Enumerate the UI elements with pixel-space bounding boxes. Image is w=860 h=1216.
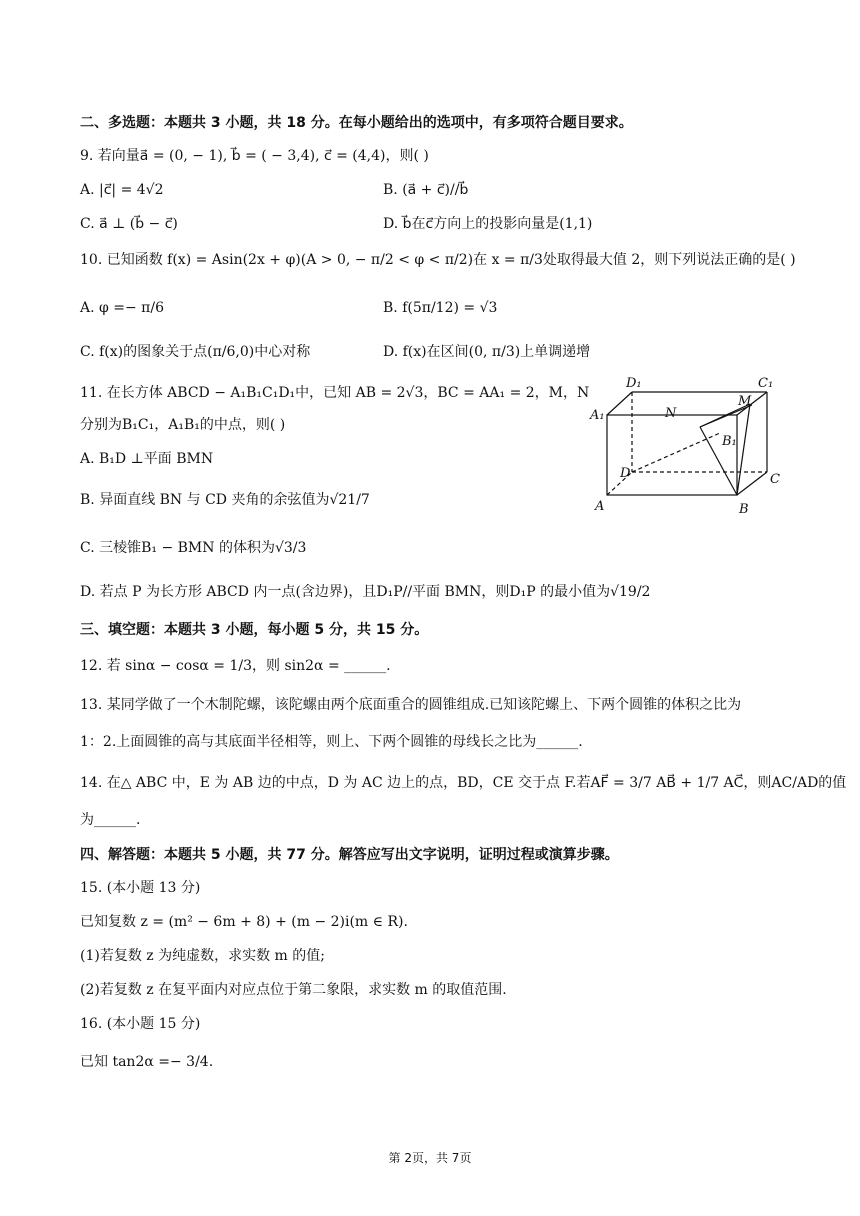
label-b1: B₁ — [722, 434, 737, 449]
q11-option-d: D. 若点 P 为长方形 ABCD 内一点(含边界)，且D₁P//平面 BMN，则D₁P 的最小值为√19/2 — [80, 584, 651, 600]
q15-line1: 已知复数 z = (m² − 6m + 8) + (m − 2)i(m ∈ R). — [80, 914, 408, 930]
q10-option-d: D. f(x)在区间(0, π/3)上单调递增 — [383, 344, 591, 360]
label-a1: A₁ — [590, 408, 605, 423]
q10-option-a: A. φ =− π/6 — [80, 300, 164, 316]
q14-line1: 14. 在△ ABC 中，E 为 AB 边的中点，D 为 AC 边上的点，BD，CE 交于点 F.若AF⃗ = 3/7 AB⃗ + 1/7 AC⃗，则AC/AD的值 — [80, 775, 847, 791]
q14-line2: 为______. — [80, 812, 141, 828]
q10-stem: 10. 已知函数 f(x) = Asin(2x + φ)(A > 0, − π/2 < φ < π/2)在 x = π/3处取得最大值 2，则下列说法正确的是( ) — [80, 252, 796, 268]
q13-line2: 1：2.上面圆锥的高与其底面半径相等，则上、下两个圆锥的母线长之比为______. — [80, 734, 583, 750]
q10-option-c: C. f(x)的图象关于点(π/6,0)中心对称 — [80, 344, 311, 360]
label-m: M — [738, 394, 752, 409]
label-n: N — [665, 406, 677, 421]
section-heading-solutions: 四、解答题：本题共 5 小题，共 77 分。解答应写出文字说明，证明过程或演算步骤。 — [80, 847, 619, 863]
label-c: C — [770, 472, 780, 487]
q11-stem-line2: 分别为B₁C₁，A₁B₁的中点，则( ) — [80, 417, 286, 433]
q9-option-c: C. a⃗ ⊥ (b⃗ − c⃗) — [80, 216, 178, 232]
label-c1: C₁ — [758, 376, 774, 391]
q9-option-a: A. |c⃗| = 4√2 — [80, 182, 164, 198]
label-a: A — [595, 499, 605, 514]
label-b: B — [739, 502, 749, 517]
q11-option-a: A. B₁D ⊥平面 BMN — [80, 451, 214, 467]
q15-heading: 15. (本小题 13 分) — [80, 880, 201, 896]
q9-stem: 9. 若向量a⃗ = (0, − 1), b⃗ = ( − 3,4), c⃗ = (4,4)，则( ) — [80, 148, 429, 164]
page-footer: 第 2页，共 7页 — [388, 1151, 472, 1165]
q10-option-b: B. f(5π/12) = √3 — [383, 300, 498, 316]
q16-line1: 已知 tan2α =− 3/4. — [80, 1054, 214, 1070]
cuboid-figure — [592, 375, 792, 515]
q16-heading: 16. (本小题 15 分) — [80, 1016, 201, 1032]
q15-part2: (2)若复数 z 在复平面内对应点位于第二象限，求实数 m 的取值范围. — [80, 982, 507, 998]
q11-stem-line1: 11. 在长方体 ABCD − A₁B₁C₁D₁中，已知 AB = 2√3，BC = AA₁ = 2，M，N — [80, 385, 590, 401]
section-heading-fill-in: 三、填空题：本题共 3 小题，每小题 5 分，共 15 分。 — [80, 622, 429, 638]
q9-option-b: B. (a⃗ + c⃗)//b⃗ — [383, 182, 469, 198]
q9-option-d: D. b⃗在c⃗方向上的投影向量是(1,1) — [383, 216, 593, 232]
label-d: D — [620, 466, 631, 481]
label-d1: D₁ — [626, 376, 642, 391]
section-heading-multiple-choice: 二、多选题：本题共 3 小题，共 18 分。在每小题给出的选项中，有多项符合题目要求。 — [80, 115, 633, 131]
q15-part1: (1)若复数 z 为纯虚数，求实数 m 的值; — [80, 948, 325, 964]
q11-option-c: C. 三棱锥B₁ − BMN 的体积为√3/3 — [80, 540, 307, 556]
q12-text: 12. 若 sinα − cosα = 1/3，则 sin2α = ______. — [80, 658, 391, 674]
q11-option-b: B. 异面直线 BN 与 CD 夹角的余弦值为√21/7 — [80, 492, 370, 508]
q13-line1: 13. 某同学做了一个木制陀螺，该陀螺由两个底面重合的圆锥组成.已知该陀螺上、下两个圆锥的体积之比为 — [80, 697, 742, 713]
